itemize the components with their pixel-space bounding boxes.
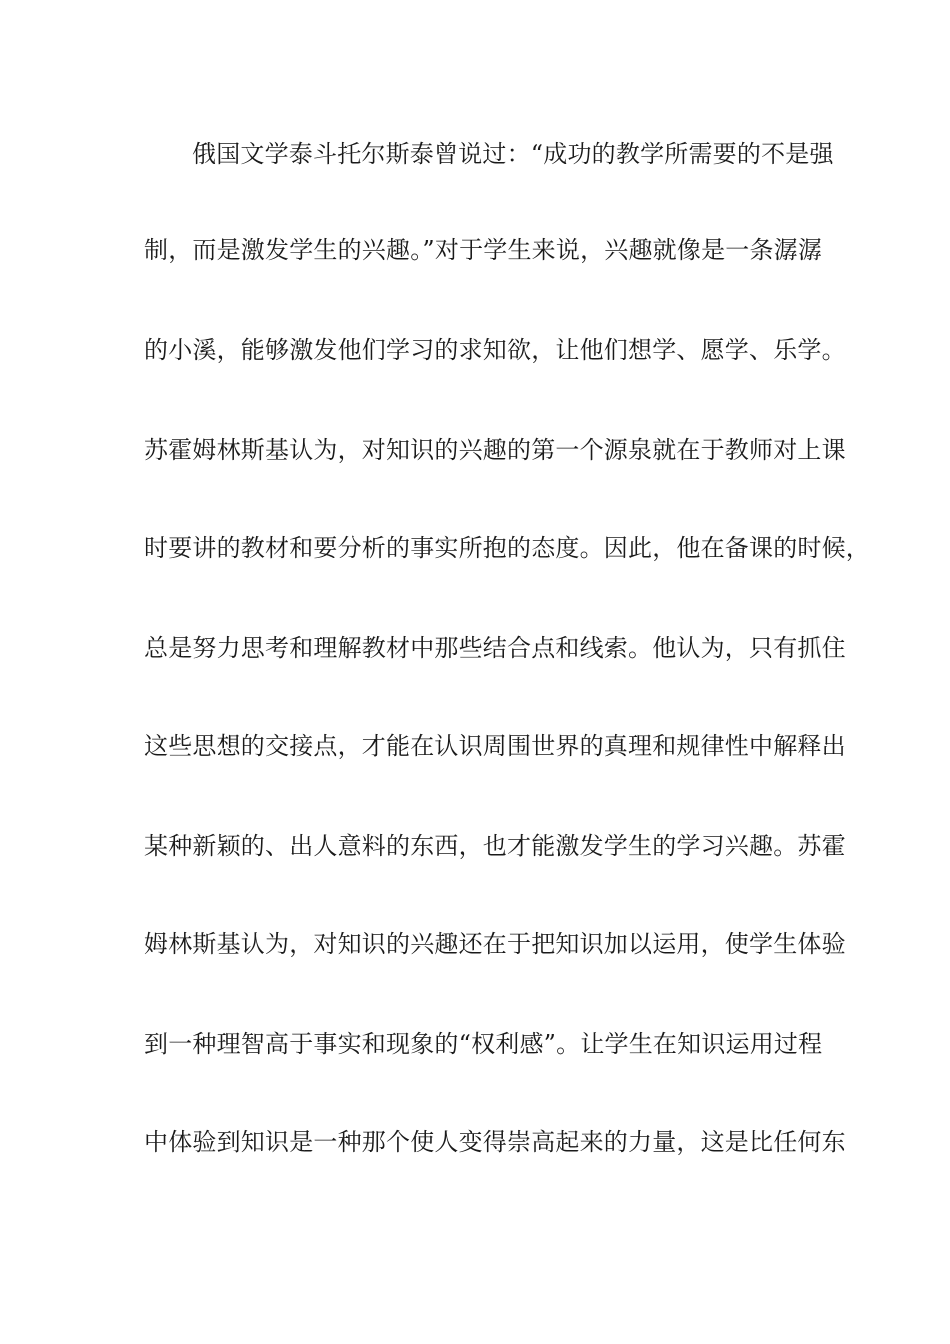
paragraph-line-11: 中体验到知识是一种那个使人变得崇高起来的力量，这是比任何东 (144, 1128, 846, 1156)
paragraph-line-8: 某种新颖的、出人意料的东西，也才能激发学生的学习兴趣。苏霍 (144, 832, 846, 860)
paragraph-line-4: 苏霍姆林斯基认为，对知识的兴趣的第一个源泉就在于教师对上课 (144, 436, 846, 464)
paragraph-line-6: 总是努力思考和理解教材中那些结合点和线索。他认为，只有抓住 (144, 634, 846, 662)
paragraph-line-5: 时要讲的教材和要分析的事实所抱的态度。因此，他在备课的时候， (144, 534, 870, 562)
paragraph-line-3: 的小溪，能够激发他们学习的求知欲，让他们想学、愿学、乐学。 (144, 336, 846, 364)
paragraph-line-2: 制，而是激发学生的兴趣。”对于学生来说，兴趣就像是一条潺潺 (144, 236, 823, 264)
paragraph-line-9: 姆林斯基认为，对知识的兴趣还在于把知识加以运用，使学生体验 (144, 930, 846, 958)
paragraph-line-10: 到一种理智高于事实和现象的“权利感”。让学生在知识运用过程 (144, 1030, 823, 1058)
paragraph-line-7: 这些思想的交接点，才能在认识周围世界的真理和规律性中解释出 (144, 732, 846, 760)
paragraph-line-1: 俄国文学泰斗托尔斯泰曾说过：“成功的教学所需要的不是强 (192, 140, 834, 168)
